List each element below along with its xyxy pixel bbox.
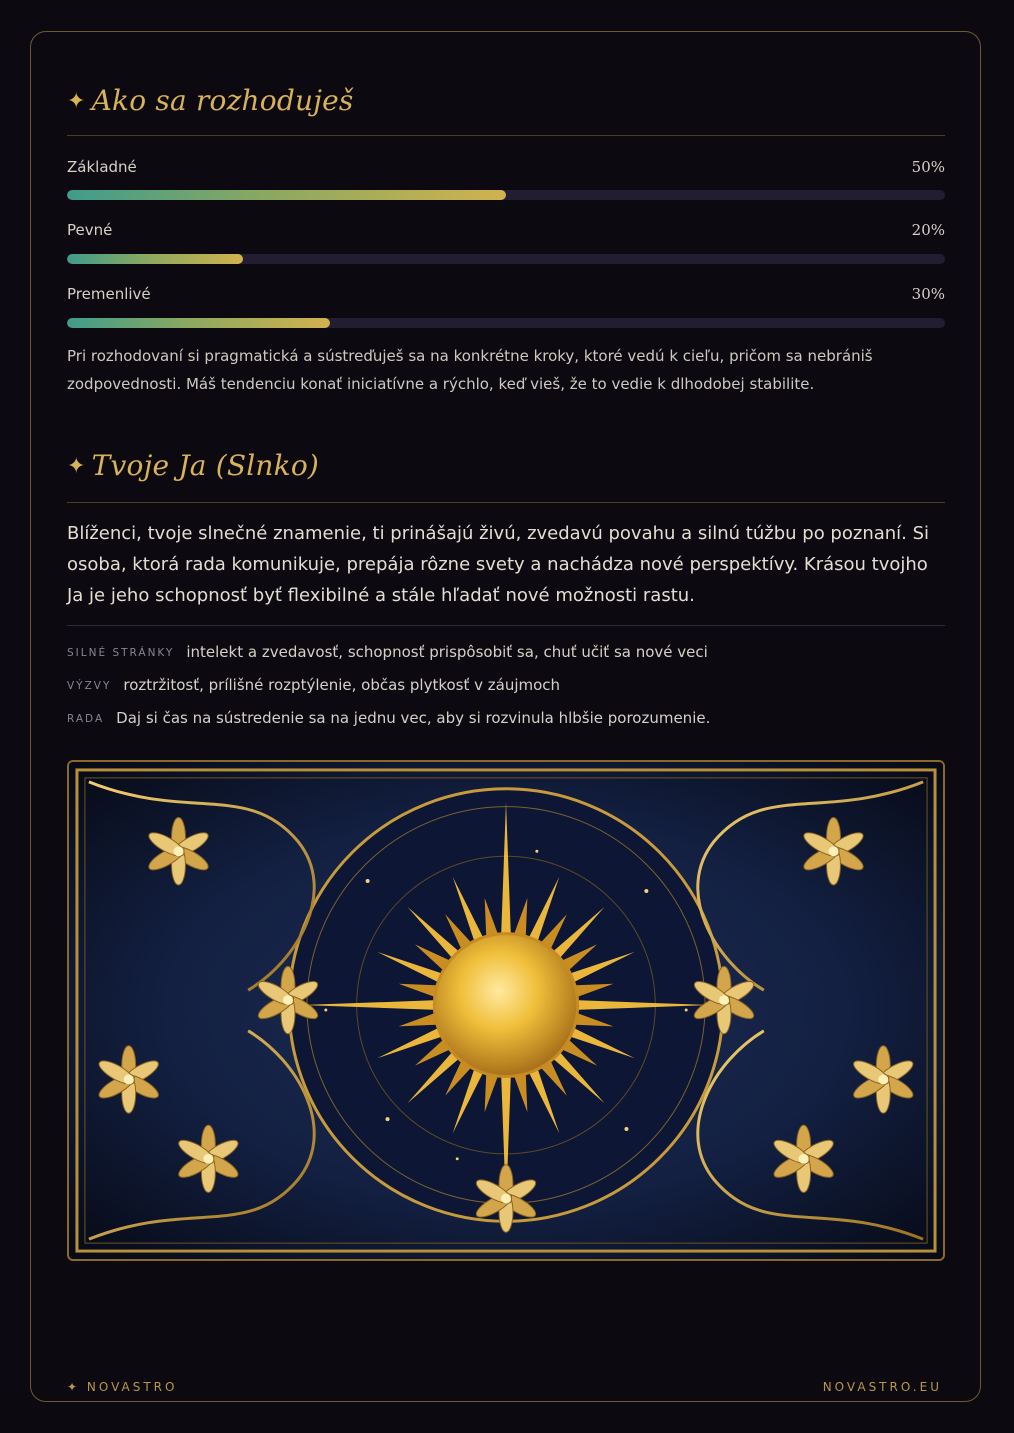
decision-title-text: Ako sa rozhoduješ: [91, 84, 354, 117]
bar-label-premenlive: Premenlivé: [67, 285, 151, 303]
progress-fill-premenlive: [67, 318, 330, 328]
sun-illustration-svg: [69, 762, 943, 1259]
trait-strengths-key: SILNÉ STRÁNKY: [67, 647, 175, 659]
trait-strengths-value: intelekt a zvedavosť, schopnosť prispôsobiť sa, chuť učiť sa nové veci: [186, 643, 708, 661]
sparkle-icon: ✦: [67, 454, 86, 479]
progress-bar-pevne: [67, 254, 945, 264]
trait-strengths: [67, 643, 708, 661]
sun-description: Blíženci, tvoje slnečné znamenie, ti prinášajú živú, zvedavú povahu a silnú túžbu po poznaní. Si osoba, ktorá rada komunikuje, prepája rôzne svety a nachádza nové perspektívy. Krásou tvojho Ja je jeho schopnosť byť flexibilné a stále hľadať nové možnosti rastu.: [67, 523, 930, 606]
decision-title-divider: [67, 135, 945, 136]
sparkle-icon: ✦: [67, 89, 86, 114]
progress-fill-zakladne: [67, 190, 506, 200]
bar-percent-pevne: 20%: [911, 221, 945, 239]
sun-title-text: Tvoje Ja (Slnko): [91, 449, 320, 482]
sun-title-divider: [67, 502, 945, 503]
progress-bar-premenlive: [67, 318, 945, 328]
decision-description: Pri rozhodovaní si pragmatická a sústreďuješ sa na konkrétne kroky, ktoré vedú k cieľu, pričom sa nebrániš zodpovednosti. Máš tendenciu konať iniciatívne a rýchlo, keď vieš, že to vedie k dlhodobej stabilite.: [67, 347, 873, 393]
footer-brand: ✦ NOVASTRO: [67, 1380, 178, 1394]
trait-challenges-value: roztržitosť, prílišné rozptýlenie, občas plytkosť v záujmoch: [123, 676, 561, 694]
bar-label-zakladne: Základné: [67, 158, 137, 176]
traits-divider: [67, 625, 945, 626]
bar-percent-zakladne: 50%: [911, 158, 945, 176]
trait-advice-value: Daj si čas na sústredenie sa na jednu vec, aby si rozvinula hlbšie porozumenie.: [116, 709, 711, 727]
trait-advice-key: RADA: [67, 713, 105, 725]
progress-bar-zakladne: [67, 190, 945, 200]
sun-illustration: [67, 760, 945, 1261]
bar-percent-premenlive: 30%: [911, 285, 945, 303]
bar-label-pevne: Pevné: [67, 221, 113, 239]
trait-challenges-key: VÝZVY: [67, 680, 112, 692]
sun-disc: [434, 934, 577, 1077]
sun-section-title: [67, 449, 319, 482]
progress-fill-pevne: [67, 254, 243, 264]
trait-challenges: [67, 676, 560, 694]
decision-section-title: [67, 84, 353, 117]
trait-advice: [67, 709, 710, 727]
footer-site[interactable]: NOVASTRO.EU: [822, 1380, 942, 1394]
